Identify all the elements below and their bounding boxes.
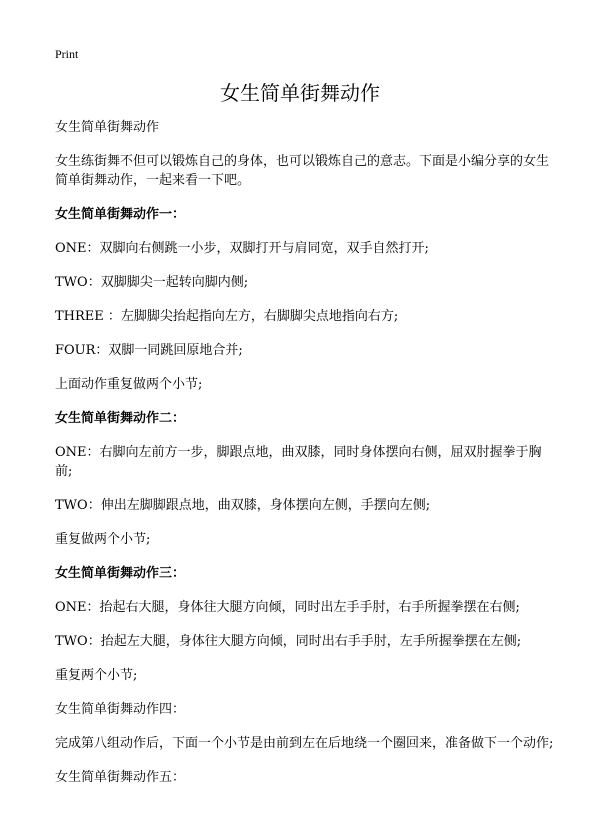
paragraph: TWO：双脚脚尖一起转向脚内侧; [55,275,249,290]
paragraph: 重复做两个小节; [55,532,151,547]
document-title: 女生简单街舞动作 [220,81,380,105]
paragraph: 女生简单街舞动作五： [55,770,186,785]
paragraph: 完成第八组动作后，下面一个小节是由前到左在后地绕一个圈回来，准备做下一个动作; [55,736,554,751]
document-body [55,118,555,802]
paragraph: 女生简单街舞动作 [55,120,160,135]
section-heading: 女生简单街舞动作三： [55,566,186,581]
paragraph: FOUR：双脚一同跳回原地合并; [55,343,243,358]
paragraph: ONE：双脚向右侧跳一小步，双脚打开与肩同宽，双手自然打开; [55,241,429,256]
paragraph: 女生练街舞不但可以锻炼自己的身体，也可以锻炼自己的意志。下面是小编分享的女生简单街舞动作，一起来看一下吧。 [55,154,550,188]
paragraph: 重复两个小节; [55,668,138,683]
paragraph: THREE ：左脚脚尖抬起指向左方，右脚脚尖点地指向右方; [55,309,399,324]
paragraph: 女生简单街舞动作四： [55,702,186,717]
paragraph: 上面动作重复做两个小节; [55,377,203,392]
section-heading: 女生简单街舞动作二： [55,411,186,426]
print-link[interactable]: Print [55,47,79,61]
paragraph: ONE：抬起右大腿，身体往大腿方向倾，同时出左手手肘，右手所握拳摆在右侧; [55,600,520,615]
paragraph: ONE：右脚向左前方一步，脚跟点地，曲双膝，同时身体摆向右侧，屈双肘握拳于胸前; [55,445,542,479]
section-heading: 女生简单街舞动作一： [55,207,186,222]
paragraph: TWO：伸出左脚脚跟点地，曲双膝，身体摆向左侧，手摆向左侧; [55,498,431,513]
paragraph: TWO：抬起左大腿，身体往大腿方向倾，同时出右手手肘，左手所握拳摆在左侧; [55,634,522,649]
